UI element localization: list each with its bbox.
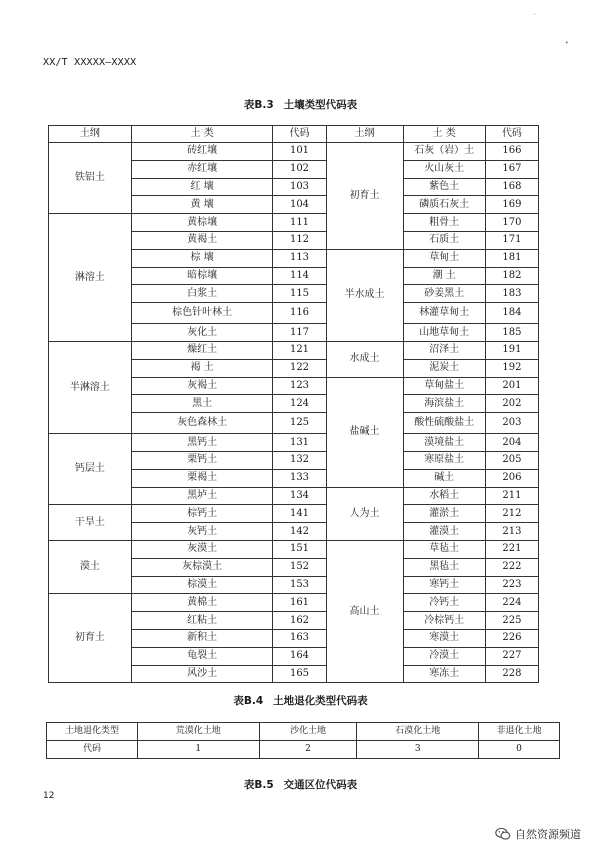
code-cell: 102	[273, 160, 326, 178]
code-cell: 185	[485, 324, 538, 342]
soil-type-cell: 棕钙土	[131, 505, 273, 523]
soil-type-cell: 白浆土	[131, 285, 273, 303]
code-cell: 203	[485, 413, 538, 434]
soil-type-cell: 棕 壤	[131, 249, 273, 267]
code-cell: 103	[273, 178, 326, 196]
soil-type-cell: 褐 土	[131, 359, 273, 377]
soil-type-cell: 紫色土	[403, 178, 485, 196]
code-cell: 171	[485, 231, 538, 249]
standard-number: XX/T XXXXX—XXXX	[43, 57, 137, 68]
code-cell: 206	[485, 469, 538, 487]
soil-type-cell: 潮 土	[403, 267, 485, 285]
soil-order-cell: 钙层土	[49, 434, 132, 505]
soil-type-cell: 寒冻土	[403, 665, 485, 683]
code-cell: 228	[485, 665, 538, 683]
soil-type-code-table	[48, 125, 539, 683]
col-header: 代码	[485, 126, 538, 143]
soil-type-cell: 黑土	[131, 395, 273, 413]
soil-type-cell: 黑毡土	[403, 558, 485, 576]
code-cell: 167	[485, 160, 538, 178]
code-cell: 141	[273, 505, 326, 523]
table-row	[49, 434, 539, 452]
code-cell: 221	[485, 540, 538, 558]
soil-type-cell: 新积土	[131, 629, 273, 647]
soil-type-cell: 黄褐土	[131, 231, 273, 249]
soil-order-cell: 半水成土	[326, 249, 403, 341]
table-cell: 沙化土地	[259, 723, 357, 741]
soil-type-cell: 赤红壤	[131, 160, 273, 178]
soil-type-cell: 灌漠土	[403, 523, 485, 541]
table-row	[49, 341, 539, 359]
soil-type-cell: 燥红土	[131, 341, 273, 359]
watermark-text: 自然资源频道	[515, 828, 581, 841]
code-cell: 112	[273, 231, 326, 249]
soil-type-cell: 水稻土	[403, 487, 485, 505]
wechat-icon	[495, 827, 511, 841]
soil-type-cell: 粗骨土	[403, 214, 485, 232]
code-cell: 142	[273, 523, 326, 541]
soil-type-cell: 灌淤土	[403, 505, 485, 523]
soil-type-cell: 石质土	[403, 231, 485, 249]
table-cell: 3	[357, 741, 479, 759]
code-cell: 204	[485, 434, 538, 452]
soil-type-cell: 灰化土	[131, 324, 273, 342]
code-cell: 183	[485, 285, 538, 303]
soil-type-cell: 砂姜黑土	[403, 285, 485, 303]
table-cell: 石漠化土地	[357, 723, 479, 741]
soil-type-cell: 灰色森林土	[131, 413, 273, 434]
code-cell: 153	[273, 576, 326, 594]
table-b4-caption: 表B.4 土地退化类型代码表	[233, 695, 368, 707]
soil-order-cell: 淋溶土	[49, 214, 132, 342]
code-cell: 201	[485, 377, 538, 395]
code-cell: 170	[485, 214, 538, 232]
code-cell: 192	[485, 359, 538, 377]
soil-type-cell: 海滨盐土	[403, 395, 485, 413]
table-cell: 代码	[47, 741, 138, 759]
soil-type-cell: 黄棕壤	[131, 214, 273, 232]
table-cell: 荒漠化土地	[138, 723, 260, 741]
code-cell: 104	[273, 196, 326, 214]
table-cell: 2	[259, 741, 357, 759]
code-cell: 169	[485, 196, 538, 214]
soil-type-cell: 棕色针叶林土	[131, 303, 273, 324]
code-cell: 152	[273, 558, 326, 576]
code-cell: 132	[273, 451, 326, 469]
soil-order-cell: 干旱土	[49, 505, 132, 541]
table-cell: 非退化土地	[479, 723, 560, 741]
page-number: 12	[43, 791, 55, 801]
col-header: 土纲	[326, 126, 403, 143]
soil-order-cell: 铁铝土	[49, 143, 132, 214]
code-cell: 182	[485, 267, 538, 285]
soil-type-cell: 寒原盐土	[403, 451, 485, 469]
code-cell: 163	[273, 629, 326, 647]
soil-type-cell: 漠境盐土	[403, 434, 485, 452]
code-cell: 125	[273, 413, 326, 434]
soil-type-cell: 林灌草甸土	[403, 303, 485, 324]
soil-type-cell: 黑钙土	[131, 434, 273, 452]
table-row	[49, 540, 539, 558]
soil-order-cell: 漠土	[49, 540, 132, 593]
table-row	[49, 143, 539, 161]
code-cell: 117	[273, 324, 326, 342]
soil-type-cell: 火山灰土	[403, 160, 485, 178]
soil-type-cell: 黄 壤	[131, 196, 273, 214]
soil-type-cell: 草甸盐土	[403, 377, 485, 395]
code-cell: 114	[273, 267, 326, 285]
code-cell: 166	[485, 143, 538, 161]
soil-type-cell: 沼泽土	[403, 341, 485, 359]
table-cell: 1	[138, 741, 260, 759]
soil-type-cell: 冷漠土	[403, 647, 485, 665]
soil-order-cell: 高山土	[326, 540, 403, 682]
soil-type-cell: 寒钙土	[403, 576, 485, 594]
code-cell: 225	[485, 612, 538, 630]
watermark	[495, 826, 581, 842]
col-header: 土 类	[403, 126, 485, 143]
soil-type-cell: 暗棕壤	[131, 267, 273, 285]
soil-type-cell: 灰棕漠土	[131, 558, 273, 576]
table-b5-caption: 表B.5 交通区位代码表	[243, 779, 358, 791]
soil-type-cell: 磷质石灰土	[403, 196, 485, 214]
soil-type-cell: 冷棕钙土	[403, 612, 485, 630]
code-cell: 212	[485, 505, 538, 523]
code-cell: 116	[273, 303, 326, 324]
soil-type-cell: 灰钙土	[131, 523, 273, 541]
code-cell: 164	[273, 647, 326, 665]
code-cell: 165	[273, 665, 326, 683]
code-cell: 223	[485, 576, 538, 594]
table-cell: 0	[479, 741, 560, 759]
soil-type-cell: 黄棉土	[131, 594, 273, 612]
code-cell: 227	[485, 647, 538, 665]
code-cell: 184	[485, 303, 538, 324]
scan-mark: ˊ	[533, 14, 536, 21]
code-cell: 111	[273, 214, 326, 232]
soil-type-cell: 砖红壤	[131, 143, 273, 161]
soil-type-cell: 草毡土	[403, 540, 485, 558]
code-cell: 222	[485, 558, 538, 576]
table-row	[49, 214, 539, 232]
code-cell: 191	[485, 341, 538, 359]
code-cell: 113	[273, 249, 326, 267]
soil-order-cell: 水成土	[326, 341, 403, 377]
soil-order-cell: 盐碱土	[326, 377, 403, 487]
table-row	[47, 741, 560, 759]
soil-type-cell: 灰褐土	[131, 377, 273, 395]
soil-type-cell: 棕漠土	[131, 576, 273, 594]
table-row	[49, 594, 539, 612]
soil-type-cell: 红粘土	[131, 612, 273, 630]
soil-type-cell: 红 壤	[131, 178, 273, 196]
code-cell: 162	[273, 612, 326, 630]
code-cell: 211	[485, 487, 538, 505]
code-cell: 205	[485, 451, 538, 469]
code-cell: 181	[485, 249, 538, 267]
soil-type-cell: 栗钙土	[131, 451, 273, 469]
col-header: 代码	[273, 126, 326, 143]
table-cell: 土地退化类型	[47, 723, 138, 741]
soil-type-cell: 酸性硫酸盐土	[403, 413, 485, 434]
soil-type-cell: 黑垆土	[131, 487, 273, 505]
code-cell: 202	[485, 395, 538, 413]
code-cell: 151	[273, 540, 326, 558]
scan-mark: •	[565, 40, 569, 47]
code-cell: 121	[273, 341, 326, 359]
col-header: 土纲	[49, 126, 132, 143]
code-cell: 213	[485, 523, 538, 541]
soil-order-cell: 半淋溶土	[49, 341, 132, 433]
code-cell: 115	[273, 285, 326, 303]
code-cell: 168	[485, 178, 538, 196]
col-header: 土 类	[131, 126, 273, 143]
code-cell: 134	[273, 487, 326, 505]
code-cell: 161	[273, 594, 326, 612]
soil-order-cell: 初育土	[326, 143, 403, 250]
code-cell: 124	[273, 395, 326, 413]
code-cell: 101	[273, 143, 326, 161]
soil-type-cell: 石灰（岩）土	[403, 143, 485, 161]
code-cell: 226	[485, 629, 538, 647]
soil-type-cell: 龟裂土	[131, 647, 273, 665]
soil-type-cell: 风沙土	[131, 665, 273, 683]
soil-type-cell: 草甸土	[403, 249, 485, 267]
code-cell: 122	[273, 359, 326, 377]
code-cell: 131	[273, 434, 326, 452]
soil-type-cell: 山地草甸土	[403, 324, 485, 342]
table-row	[47, 723, 560, 741]
soil-order-cell: 初育土	[49, 594, 132, 683]
soil-order-cell: 人为土	[326, 487, 403, 540]
code-cell: 224	[485, 594, 538, 612]
soil-type-cell: 泥炭土	[403, 359, 485, 377]
soil-type-cell: 碱土	[403, 469, 485, 487]
land-degradation-code-table	[46, 722, 560, 759]
code-cell: 123	[273, 377, 326, 395]
soil-type-cell: 栗褐土	[131, 469, 273, 487]
soil-type-cell: 冷钙土	[403, 594, 485, 612]
code-cell: 133	[273, 469, 326, 487]
table-b3-caption: 表B.3 土壤类型代码表	[243, 99, 358, 111]
table-row	[49, 505, 539, 523]
soil-type-cell: 寒漠土	[403, 629, 485, 647]
soil-type-cell: 灰漠土	[131, 540, 273, 558]
